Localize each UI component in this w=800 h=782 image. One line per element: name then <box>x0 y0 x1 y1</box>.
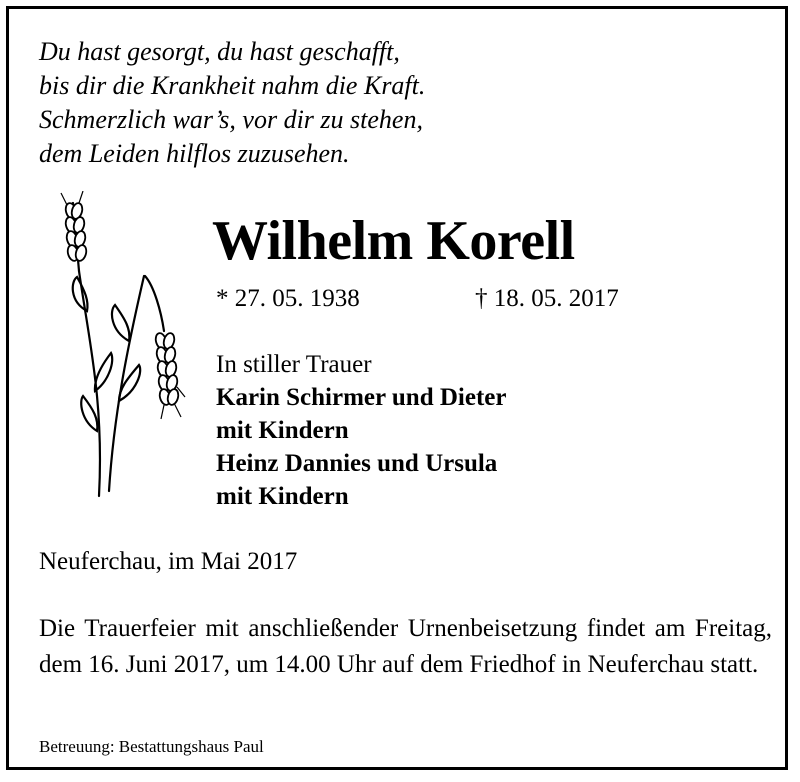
poem-line: bis dir die Krankheit nahm die Kraft. <box>39 71 426 100</box>
place-date: Neuferchau, im Mai 2017 <box>39 548 298 575</box>
mourning-intro: In stiller Trauer <box>216 351 372 378</box>
mourners-block <box>216 348 506 513</box>
mourner-line: Heinz Dannies und Ursula <box>216 450 498 477</box>
poem-line: Schmerzlich war’s, vor dir zu stehen, <box>39 105 423 134</box>
mourner-line: Karin Schirmer und Dieter <box>216 384 507 411</box>
poem-line: Du hast gesorgt, du hast geschafft, <box>39 37 400 66</box>
poem-line: dem Leiden hilflos zuzusehen. <box>39 139 350 168</box>
wheat-icon <box>49 191 199 501</box>
birth-date: * 27. 05. 1938 <box>216 285 360 312</box>
funeral-home-note: Betreuung: Bestattungshaus Paul <box>39 737 264 756</box>
ceremony-text: Die Trauerfeier mit anschließender Urnenbeisetzung findet am Freitag, dem 16. Juni 2017, um 14.00 Uhr auf dem Friedhof in Neuferchau statt. <box>39 615 772 678</box>
poem <box>39 35 425 171</box>
deceased-name: Wilhelm Korell <box>212 210 575 272</box>
mourner-line: mit Kindern <box>216 483 349 510</box>
obituary-frame <box>6 6 788 770</box>
mourner-line: mit Kindern <box>216 417 349 444</box>
death-date: † 18. 05. 2017 <box>475 285 619 312</box>
